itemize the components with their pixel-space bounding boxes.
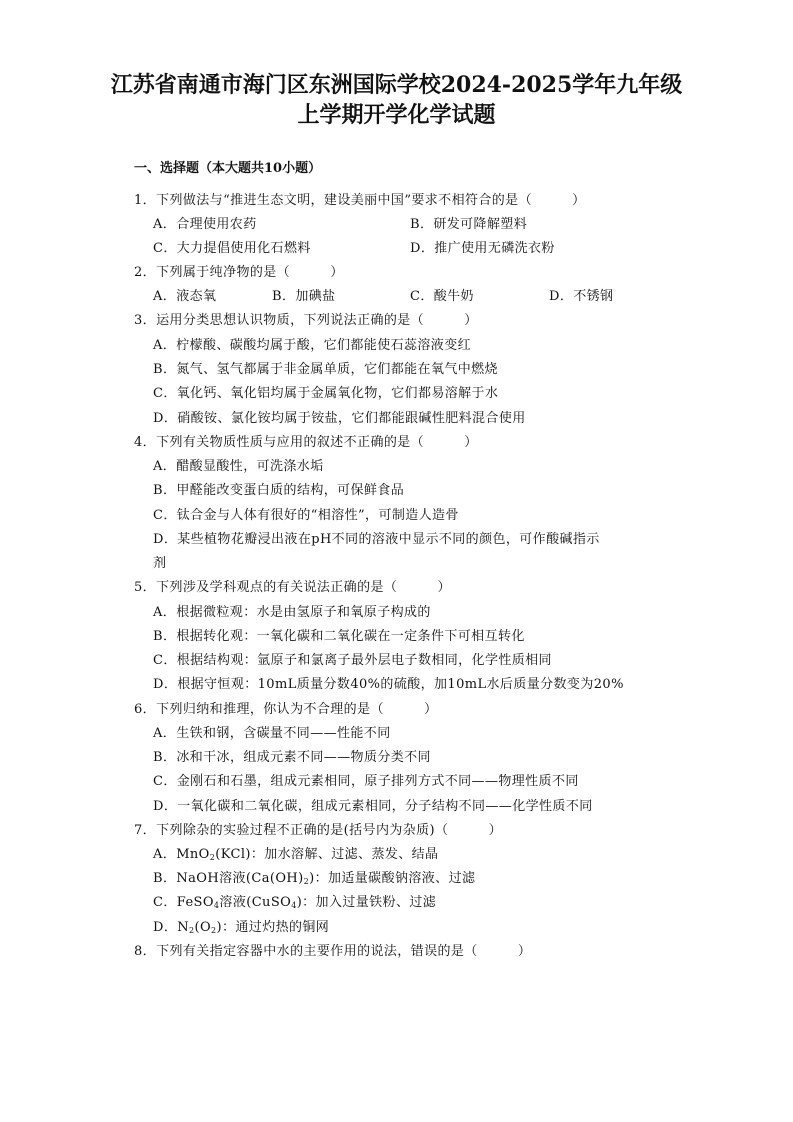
q7b-text: )：加适量碳酸钠溶液、过滤 xyxy=(309,871,476,886)
question-1-option-a: A．合理使用农药 xyxy=(153,217,257,232)
question-6-option-a: A．生铁和钢，含碳量不同——性能不同 xyxy=(153,726,391,741)
question-4-option-d-continued: 剂 xyxy=(153,556,167,571)
question-5-option-d: D．根据守恒观：10mL质量分数40%的硫酸，加10mL水后质量分数变为20% xyxy=(153,677,624,692)
q7c-text: )：加入过量铁粉、过滤 xyxy=(296,895,437,910)
q7d-subscript-1: 2 xyxy=(189,926,195,935)
exam-title-line2: 上学期开学化学试题 xyxy=(297,102,496,128)
q7a-formula: A．MnO xyxy=(153,847,210,862)
question-6-option-c: C．金刚石和石墨，组成元素相同，原子排列方式不同——物理性质不同 xyxy=(153,774,579,789)
question-8-stem: 8．下列有关指定容器中水的主要作用的说法，错误的是（ ） xyxy=(134,944,532,959)
question-7-option-c xyxy=(153,893,436,916)
question-3-option-a: A．柠檬酸、碳酸均属于酸，它们都能使石蕊溶液变红 xyxy=(153,338,471,353)
q7c-subscript-2: 4 xyxy=(291,901,297,910)
question-1-stem: 1．下列做法与“推进生态文明，建设美丽中国”要求不相符合的是（ ） xyxy=(134,193,586,208)
question-1-option-d: D．推广使用无磷洗衣粉 xyxy=(410,241,555,256)
question-4-option-a: A．醋酸显酸性，可洗涤水垢 xyxy=(153,459,324,474)
question-3-stem: 3．运用分类思想认识物质，下列说法正确的是（ ） xyxy=(134,313,478,328)
question-2-stem: 2．下列属于纯净物的是（ ） xyxy=(134,265,344,280)
section-heading: 一、选择题（本大题共10小题） xyxy=(134,161,322,176)
exam-title-line1: 江苏省南通市海门区东洲国际学校2024-2025学年九年级 xyxy=(110,72,683,98)
q7d-subscript-2: 2 xyxy=(211,926,217,935)
question-2-option-a: A．液态氧 xyxy=(153,289,217,304)
question-4-option-d: D．某些植物花瓣浸出液在pH不同的溶液中显示不同的颜色，可作酸碱指示 xyxy=(153,532,600,547)
q7c-formula: C．FeSO xyxy=(153,895,214,910)
question-5-option-b: B．根据转化观：一氧化碳和二氧化碳在一定条件下可相互转化 xyxy=(153,629,525,644)
question-1-option-c: C．大力提倡使用化石燃料 xyxy=(153,241,311,256)
question-3-option-d: D．硝酸铵、氯化铵均属于铵盐，它们都能跟碱性肥料混合使用 xyxy=(153,411,526,426)
question-2-option-d: D．不锈钢 xyxy=(549,289,614,304)
q7b-subscript: 2 xyxy=(303,877,310,886)
question-6-option-b: B．冰和干冰，组成元素不同——物质分类不同 xyxy=(153,750,431,765)
q7d-mid: (O xyxy=(194,920,212,935)
question-4-option-b: B．甲醛能改变蛋白质的结构，可保鲜食品 xyxy=(153,483,405,498)
question-7-option-a xyxy=(153,845,438,868)
question-6-stem: 6．下列归纳和推理，你认为不合理的是（ ） xyxy=(134,702,438,717)
question-7-option-b xyxy=(153,869,475,892)
question-4-stem: 4．下列有关物质性质与应用的叙述不正确的是（ ） xyxy=(134,435,478,450)
question-5-stem: 5．下列涉及学科观点的有关说法正确的是（ ） xyxy=(134,580,451,595)
question-5-option-a: A．根据微粒观：水是由氢原子和氧原子构成的 xyxy=(153,605,431,620)
question-2-option-c: C．酸牛奶 xyxy=(410,289,474,304)
q7a-text: (KCl)：加水溶解、过滤、蒸发、结晶 xyxy=(215,847,439,862)
question-7-stem: 7．下列除杂的实验过程不正确的是(括号内为杂质)（ ） xyxy=(134,823,503,838)
question-7-option-d xyxy=(153,918,329,941)
q7b-formula: B．NaOH溶液(Ca(OH) xyxy=(153,871,304,886)
question-4-option-c: C．钛合金与人体有很好的“相溶性”，可制造人造骨 xyxy=(153,508,459,523)
q7c-subscript-1: 4 xyxy=(213,901,220,910)
question-3-option-c: C．氧化钙、氧化铝均属于金属氧化物，它们都易溶解于水 xyxy=(153,386,499,401)
q7a-subscript: 2 xyxy=(209,853,216,862)
question-1-option-b: B．研发可降解塑料 xyxy=(410,217,528,232)
q7c-mid: 溶液(CuSO xyxy=(219,895,292,910)
q7d-text: )：通过灼热的铜网 xyxy=(216,920,330,935)
question-5-option-c: C．根据结构观：氩原子和氯离子最外层电子数相同，化学性质相同 xyxy=(153,653,552,668)
q7d-formula: D．N xyxy=(153,920,189,935)
question-2-option-b: B．加碘盐 xyxy=(272,289,336,304)
question-6-option-d: D．一氧化碳和二氧化碳，组成元素相同，分子结构不同——化学性质不同 xyxy=(153,799,593,814)
question-3-option-b: B．氮气、氢气都属于非金属单质，它们都能在氧气中燃烧 xyxy=(153,362,498,377)
